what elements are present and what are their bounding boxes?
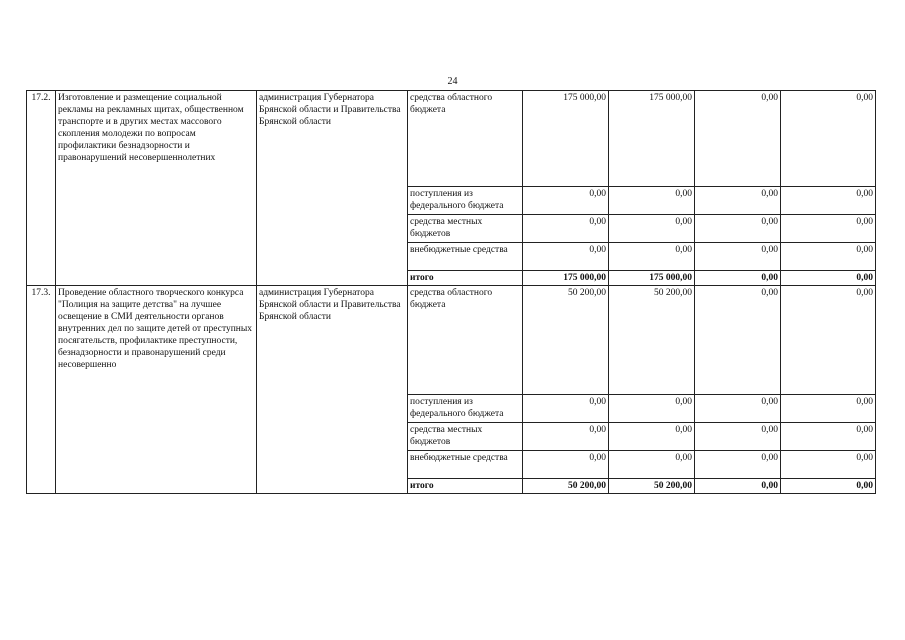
funding-value: 0,00: [523, 243, 609, 271]
total-value: 0,00: [781, 479, 876, 494]
item-description: Изготовление и размещение социальной рекламы на рекламных щитах, общественном транспорте и в других местах массового скопления молодежи по вопросам профилактики безнадзорности и правонарушений несовершеннолетних: [56, 91, 257, 286]
item-executor: администрация Губернатора Брянской области и Правительства Брянской области: [257, 91, 408, 286]
funding-value: 50 200,00: [609, 286, 695, 395]
funding-value: 0,00: [781, 91, 876, 187]
funding-value: 175 000,00: [523, 91, 609, 187]
item-number: 17.2.: [27, 91, 56, 286]
funding-value: 0,00: [523, 215, 609, 243]
funding-value: 0,00: [695, 243, 781, 271]
funding-value: 0,00: [609, 187, 695, 215]
funding-value: 0,00: [695, 423, 781, 451]
funding-value: 0,00: [695, 91, 781, 187]
funding-source: внебюджетные средства: [408, 451, 523, 479]
item-description: Проведение областного творческого конкурса "Полиция на защите детства" на лучшее освещение в СМИ деятельности органов внутренних дел по защите детей от преступных посягательств, профилактике преступности, безнадзорности и правонарушений среди несовершенно: [56, 286, 257, 494]
funding-value: 0,00: [781, 187, 876, 215]
funding-value: 50 200,00: [523, 286, 609, 395]
total-value: 50 200,00: [609, 479, 695, 494]
total-label: итого: [408, 271, 523, 286]
funding-value: 0,00: [523, 451, 609, 479]
funding-value: 0,00: [695, 215, 781, 243]
funding-value: 0,00: [695, 187, 781, 215]
funding-value: 0,00: [609, 395, 695, 423]
funding-value: 0,00: [695, 451, 781, 479]
funding-value: 0,00: [609, 423, 695, 451]
funding-value: 0,00: [781, 243, 876, 271]
funding-source: поступления из федерального бюджета: [408, 395, 523, 423]
funding-value: 0,00: [609, 243, 695, 271]
table-row: [27, 91, 876, 187]
funding-value: 0,00: [609, 451, 695, 479]
funding-value: 0,00: [523, 395, 609, 423]
total-value: 50 200,00: [523, 479, 609, 494]
total-value: 0,00: [695, 271, 781, 286]
funding-source: средства областного бюджета: [408, 286, 523, 395]
total-value: 0,00: [781, 271, 876, 286]
funding-value: 0,00: [781, 423, 876, 451]
funding-value: 175 000,00: [609, 91, 695, 187]
item-executor: администрация Губернатора Брянской области и Правительства Брянской области: [257, 286, 408, 494]
funding-value: 0,00: [781, 215, 876, 243]
funding-value: 0,00: [781, 286, 876, 395]
funding-source: средства местных бюджетов: [408, 423, 523, 451]
funding-source: внебюджетные средства: [408, 243, 523, 271]
total-value: 0,00: [695, 479, 781, 494]
budget-table: [26, 90, 876, 494]
table-row: [27, 286, 876, 395]
funding-source: средства местных бюджетов: [408, 215, 523, 243]
funding-value: 0,00: [695, 286, 781, 395]
funding-value: 0,00: [609, 215, 695, 243]
total-value: 175 000,00: [523, 271, 609, 286]
total-value: 175 000,00: [609, 271, 695, 286]
item-number: 17.3.: [27, 286, 56, 494]
funding-source: поступления из федерального бюджета: [408, 187, 523, 215]
page-number: 24: [447, 76, 458, 87]
total-label: итого: [408, 479, 523, 494]
funding-value: 0,00: [523, 187, 609, 215]
funding-value: 0,00: [523, 423, 609, 451]
funding-value: 0,00: [781, 395, 876, 423]
funding-value: 0,00: [695, 395, 781, 423]
funding-source: средства областного бюджета: [408, 91, 523, 187]
funding-value: 0,00: [781, 451, 876, 479]
